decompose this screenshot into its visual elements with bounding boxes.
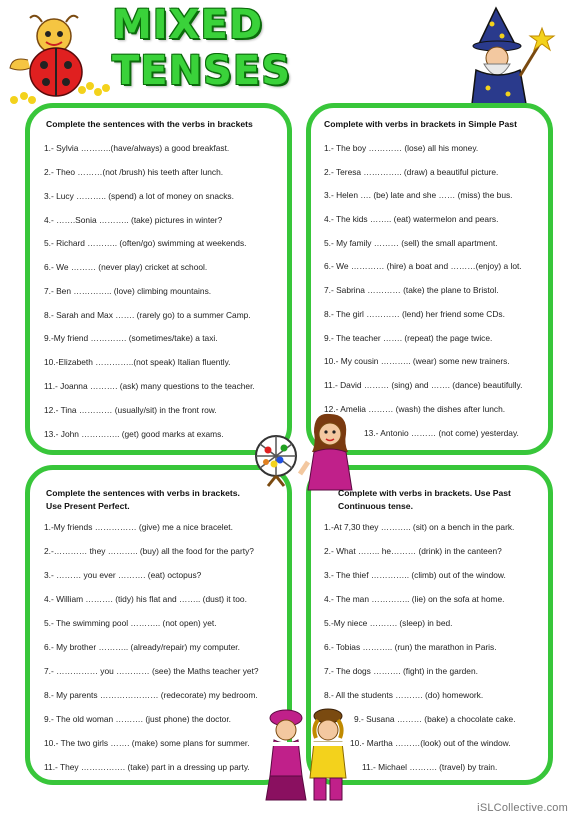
exercise-item: 4.- The kids …….. (eat) watermelon and pears. [324,214,499,224]
lottery-drum-clipart [248,430,308,488]
exercise-item: 10.- My cousin ……….. (wear) some new trainers. [324,356,510,366]
exercise-item: 8.- Sarah and Max ……. (rarely go) to a summer Camp. [44,310,251,320]
exercise-item: 11.- They ……………. (take) part in a dressing up party. [44,762,250,772]
panel4-heading-line1: Complete with verbs in brackets. Use Past [338,488,511,498]
exercise-item: 12.- Tina ………… (usually/sit) in the front row. [44,405,217,415]
exercise-item: 7.- The dogs ………. (fight) in the garden. [324,666,478,676]
exercise-item: 4.- William ………. (tidy) his flat and …….. (dust) it too. [44,594,247,604]
exercise-item: 4.- The man ………….. (lie) on the sofa at home. [324,594,505,604]
exercise-item: 2.-………… they ……….. (buy) all the food for the party? [44,546,254,556]
page-title: MIXED TENSES [112,2,292,94]
exercise-item: 11.- Joanna ………. (ask) many questions to the teacher. [44,381,255,391]
exercise-item: 6.- We ………… (hire) a boat and ………(enjoy) a lot. [324,261,522,271]
exercise-item: 4.- …….Sonia ……….. (take) pictures in winter? [44,215,223,225]
girl-clipart [300,412,358,492]
exercise-item: 6.- We ……… (never play) cricket at school. [44,262,208,272]
exercise-item: 8.- All the students ………. (do) homework. [324,690,484,700]
exercise-item: 11.- David ……… (sing) and ……. (dance) beautifully. [324,380,523,390]
ladybug-girl-clipart [6,10,116,106]
exercise-item: 8.- My parents ………………… (redecorate) my bedroom. [44,690,258,700]
exercise-item: 3.- Lucy ……….. (spend) a lot of money on snacks. [44,191,234,201]
exercise-item: 5.-My niece ………. (sleep) in bed. [324,618,453,628]
exercise-item: 1.-My friends …………… (give) me a nice bracelet. [44,522,233,532]
watermark-text: iSLCollective.com [477,802,568,814]
exercise-item: 2.- What …….. he……… (drink) in the canteen? [324,546,502,556]
exercise-item: 7.- Ben ………….. (love) climbing mountains. [44,286,212,296]
exercise-item: 5.- Richard ……….. (often/go) swimming at weekends. [44,238,247,248]
panel3-heading-line2: Use Present Perfect. [46,501,130,511]
exercise-item: 10.- The two girls ……. (make) some plans for summer. [44,738,250,748]
exercise-item: 8.- The girl ………… (lend) her friend some CDs. [324,309,505,319]
exercise-item: 6.- Tobias ……….. (run) the marathon in Paris. [324,642,497,652]
exercise-item: 2.- Theo ………(not /brush) his teeth after lunch. [44,167,224,177]
exercise-item: 9.- The old woman ………. (just phone) the doctor. [44,714,231,724]
panel3-heading-line1: Complete the sentences with verbs in brackets. [46,488,240,498]
exercise-item: 9.- The teacher ……. (repeat) the page twice. [324,333,493,343]
exercise-panel-simple-past [306,103,553,455]
exercise-item: 3.- ……… you ever ………. (eat) octopus? [44,570,202,580]
panel2-heading: Complete with verbs in brackets in Simple Past [324,119,517,129]
exercise-item: 9.-My friend …………. (sometimes/take) a taxi. [44,333,218,343]
panel4-heading-line2: Continuous tense. [338,501,413,511]
exercise-item: 13.- John ………….. (get) good marks at exams. [44,429,224,439]
exercise-item: 10.-Elizabeth …………..(not speak) Italian fluently. [44,357,231,367]
exercise-item: 7.- …………… you ………… (see) the Maths teacher yet? [44,666,259,676]
cavalier-couple-clipart [256,700,356,802]
exercise-item: 7.- Sabrina ………… (take) the plane to Bristol. [324,285,499,295]
exercise-item: 11.- Michael ………. (travel) by train. [362,762,498,772]
exercise-item: 13.- Antonio ……… (not come) yesterday. [364,428,519,438]
exercise-item: 9.- Susana ……… (bake) a chocolate cake. [354,714,516,724]
exercise-item: 12.- Amelia ……… (wash) the dishes after lunch. [324,404,506,414]
exercise-item: 2.- Teresa ………….. (draw) a beautiful picture. [324,167,499,177]
exercise-item: 6.- My brother ……….. (already/repair) my computer. [44,642,240,652]
exercise-item: 3.- Helen …. (be) late and she …… (miss) the bus. [324,190,513,200]
exercise-item: 10.- Martha ………(look) out of the window. [350,738,511,748]
panel1-heading: Complete the sentences with the verbs in brackets [46,119,253,129]
wizard-clipart [458,6,574,106]
exercise-item: 1.- Sylvia ………..(have/always) a good breakfast. [44,143,230,153]
exercise-item: 5.- My family ……… (sell) the small apartment. [324,238,498,248]
exercise-item: 1.- The boy ………… (lose) all his money. [324,143,479,153]
exercise-item: 1.-At 7,30 they ……….. (sit) on a bench in the park. [324,522,515,532]
exercise-item: 5.- The swimming pool ……….. (not open) yet. [44,618,217,628]
exercise-panel-present-simple [25,103,292,455]
exercise-item: 3.- The thief ………….. (climb) out of the window. [324,570,506,580]
